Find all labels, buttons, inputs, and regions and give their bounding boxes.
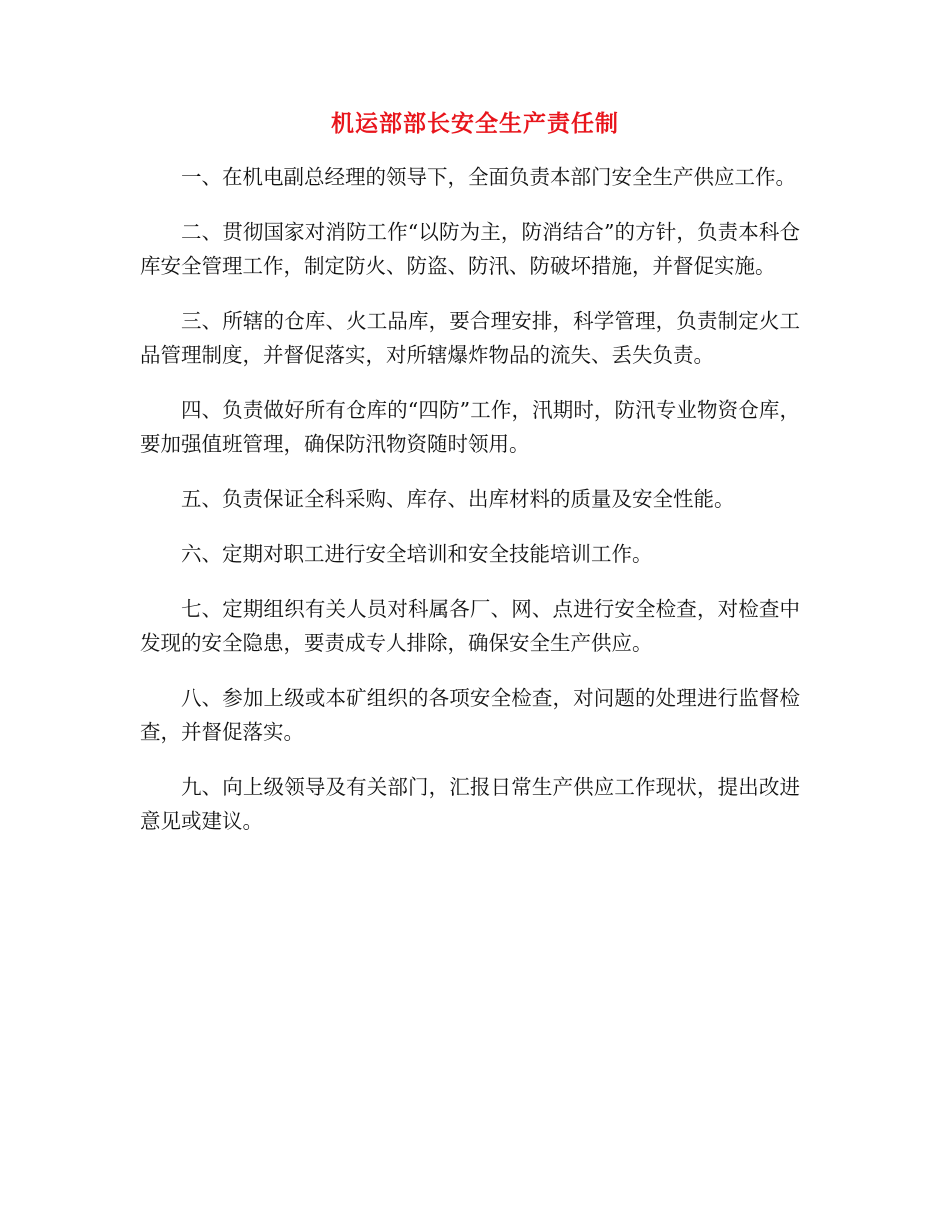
paragraph-9: 九、向上级领导及有关部门，汇报日常生产供应工作现状，提出改进意见或建议。 [140,775,800,833]
document-body [140,160,800,859]
paragraph-8: 八、参加上级或本矿组织的各项安全检查，对问题的处理进行监督检查，并督促落实。 [140,686,800,744]
paragraph-1: 一、在机电副总经理的领导下，全面负责本部门安全生产供应工作。 [181,165,796,189]
paragraph-6: 六、定期对职工进行安全培训和安全技能培训工作。 [181,542,653,566]
document-title: 机运部部长安全生产责任制 [331,110,619,137]
paragraph-2: 二、贯彻国家对消防工作“以防为主，防消结合”的方针，负责本科仓库安全管理工作，制定防火、防盗、防汛、防破坏措施，并督促实施。 [140,220,800,278]
paragraph-4: 四、负责做好所有仓库的“四防”工作，汛期时，防汛专业物资仓库，要加强值班管理，确保防汛物资随时领用。 [140,398,800,456]
paragraph-7: 七、定期组织有关人员对科属各厂、网、点进行安全检查，对检查中发现的安全隐患，要责成专人排除，确保安全生产供应。 [140,597,800,655]
paragraph-5: 五、负责保证全科采购、库存、出库材料的质量及安全性能。 [181,487,735,511]
paragraph-3: 三、所辖的仓库、火工品库，要合理安排，科学管理，负责制定火工品管理制度，并督促落实，对所辖爆炸物品的流失、丢失负责。 [140,309,800,367]
